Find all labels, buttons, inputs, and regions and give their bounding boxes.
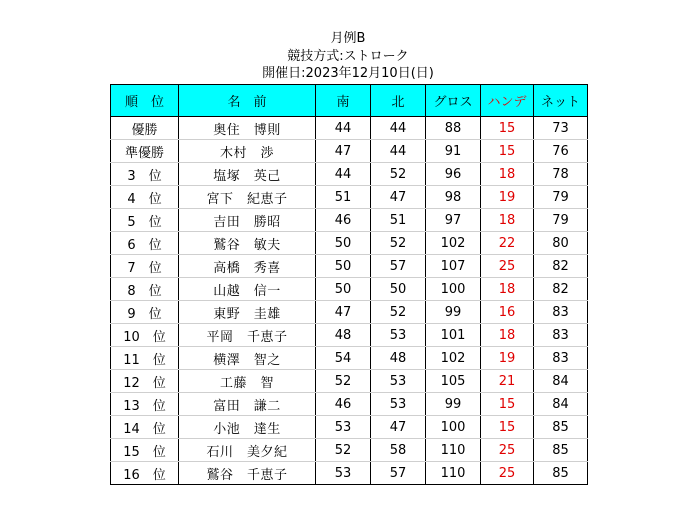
rank-cell: 4 位 bbox=[111, 186, 179, 209]
gross-score-cell: 96 bbox=[426, 163, 481, 186]
south-score-cell: 44 bbox=[316, 163, 371, 186]
handicap-cell: 25 bbox=[481, 462, 534, 485]
gross-score-cell: 100 bbox=[426, 278, 481, 301]
handicap-cell: 21 bbox=[481, 370, 534, 393]
north-score-cell: 48 bbox=[371, 347, 426, 370]
rank-cell: 3 位 bbox=[111, 163, 179, 186]
name-cell: 石川 美夕紀 bbox=[179, 439, 316, 462]
gross-score-cell: 98 bbox=[426, 186, 481, 209]
net-score-cell: 84 bbox=[534, 393, 588, 416]
name-cell: 木村 渉 bbox=[179, 140, 316, 163]
handicap-cell: 19 bbox=[481, 347, 534, 370]
table-row bbox=[111, 370, 588, 393]
south-score-cell: 50 bbox=[316, 255, 371, 278]
gross-score-cell: 102 bbox=[426, 347, 481, 370]
name-cell: 宮下 紀恵子 bbox=[179, 186, 316, 209]
table-row bbox=[111, 416, 588, 439]
table-row bbox=[111, 140, 588, 163]
results-body bbox=[111, 117, 588, 485]
net-score-cell: 85 bbox=[534, 439, 588, 462]
rank-cell: 10 位 bbox=[111, 324, 179, 347]
net-score-cell: 83 bbox=[534, 324, 588, 347]
south-score-cell: 47 bbox=[316, 301, 371, 324]
table-row bbox=[111, 462, 588, 485]
north-score-cell: 51 bbox=[371, 209, 426, 232]
rank-cell: 11 位 bbox=[111, 347, 179, 370]
rank-cell: 5 位 bbox=[111, 209, 179, 232]
name-cell: 鷲谷 千恵子 bbox=[179, 462, 316, 485]
north-score-cell: 57 bbox=[371, 255, 426, 278]
net-score-cell: 84 bbox=[534, 370, 588, 393]
north-score-cell: 53 bbox=[371, 393, 426, 416]
table-row bbox=[111, 117, 588, 140]
south-score-cell: 52 bbox=[316, 370, 371, 393]
south-score-cell: 50 bbox=[316, 278, 371, 301]
name-cell: 鷲谷 敏夫 bbox=[179, 232, 316, 255]
table-row bbox=[111, 301, 588, 324]
handicap-cell: 15 bbox=[481, 140, 534, 163]
gross-score-cell: 107 bbox=[426, 255, 481, 278]
handicap-cell: 25 bbox=[481, 439, 534, 462]
column-header-handicap: ハンデ bbox=[481, 85, 534, 117]
handicap-cell: 18 bbox=[481, 278, 534, 301]
handicap-cell: 18 bbox=[481, 324, 534, 347]
north-score-cell: 52 bbox=[371, 163, 426, 186]
rank-cell: 8 位 bbox=[111, 278, 179, 301]
north-score-cell: 50 bbox=[371, 278, 426, 301]
south-score-cell: 53 bbox=[316, 462, 371, 485]
north-score-cell: 47 bbox=[371, 416, 426, 439]
name-cell: 平岡 千恵子 bbox=[179, 324, 316, 347]
name-cell: 工藤 智 bbox=[179, 370, 316, 393]
handicap-cell: 15 bbox=[481, 416, 534, 439]
rank-cell: 7 位 bbox=[111, 255, 179, 278]
table-row bbox=[111, 439, 588, 462]
north-score-cell: 47 bbox=[371, 186, 426, 209]
gross-score-cell: 100 bbox=[426, 416, 481, 439]
net-score-cell: 79 bbox=[534, 209, 588, 232]
north-score-cell: 44 bbox=[371, 117, 426, 140]
column-header-south: 南 bbox=[316, 85, 371, 117]
gross-score-cell: 97 bbox=[426, 209, 481, 232]
name-cell: 富田 謙二 bbox=[179, 393, 316, 416]
gross-score-cell: 88 bbox=[426, 117, 481, 140]
south-score-cell: 44 bbox=[316, 117, 371, 140]
south-score-cell: 48 bbox=[316, 324, 371, 347]
competition-date: 開催日:2023年12月10日(日) bbox=[262, 66, 434, 81]
name-cell: 山越 信一 bbox=[179, 278, 316, 301]
net-score-cell: 83 bbox=[534, 301, 588, 324]
table-row bbox=[111, 324, 588, 347]
table-row bbox=[111, 393, 588, 416]
handicap-cell: 19 bbox=[481, 186, 534, 209]
name-cell: 奥住 博則 bbox=[179, 117, 316, 140]
handicap-cell: 18 bbox=[481, 209, 534, 232]
table-row bbox=[111, 209, 588, 232]
north-score-cell: 53 bbox=[371, 324, 426, 347]
south-score-cell: 50 bbox=[316, 232, 371, 255]
net-score-cell: 82 bbox=[534, 255, 588, 278]
gross-score-cell: 110 bbox=[426, 462, 481, 485]
column-header-gross: グロス bbox=[426, 85, 481, 117]
header-row bbox=[111, 85, 588, 117]
competition-format: 競技方式:ストローク bbox=[287, 49, 409, 64]
name-cell: 塩塚 英己 bbox=[179, 163, 316, 186]
gross-score-cell: 105 bbox=[426, 370, 481, 393]
south-score-cell: 51 bbox=[316, 186, 371, 209]
handicap-cell: 22 bbox=[481, 232, 534, 255]
rank-cell: 12 位 bbox=[111, 370, 179, 393]
south-score-cell: 53 bbox=[316, 416, 371, 439]
handicap-cell: 16 bbox=[481, 301, 534, 324]
net-score-cell: 82 bbox=[534, 278, 588, 301]
handicap-cell: 25 bbox=[481, 255, 534, 278]
rank-cell: 優勝 bbox=[111, 117, 179, 140]
name-cell: 横澤 智之 bbox=[179, 347, 316, 370]
net-score-cell: 83 bbox=[534, 347, 588, 370]
net-score-cell: 79 bbox=[534, 186, 588, 209]
gross-score-cell: 110 bbox=[426, 439, 481, 462]
north-score-cell: 57 bbox=[371, 462, 426, 485]
rank-cell: 準優勝 bbox=[111, 140, 179, 163]
net-score-cell: 76 bbox=[534, 140, 588, 163]
rank-cell: 6 位 bbox=[111, 232, 179, 255]
gross-score-cell: 99 bbox=[426, 301, 481, 324]
rank-cell: 9 位 bbox=[111, 301, 179, 324]
table-row bbox=[111, 232, 588, 255]
results-table bbox=[110, 84, 588, 485]
name-cell: 吉田 勝昭 bbox=[179, 209, 316, 232]
rank-cell: 16 位 bbox=[111, 462, 179, 485]
table-row bbox=[111, 186, 588, 209]
column-header-north: 北 bbox=[371, 85, 426, 117]
name-cell: 小池 達生 bbox=[179, 416, 316, 439]
table-row bbox=[111, 163, 588, 186]
south-score-cell: 47 bbox=[316, 140, 371, 163]
rank-cell: 15 位 bbox=[111, 439, 179, 462]
south-score-cell: 54 bbox=[316, 347, 371, 370]
gross-score-cell: 101 bbox=[426, 324, 481, 347]
north-score-cell: 53 bbox=[371, 370, 426, 393]
handicap-cell: 18 bbox=[481, 163, 534, 186]
rank-cell: 14 位 bbox=[111, 416, 179, 439]
name-cell: 高橋 秀喜 bbox=[179, 255, 316, 278]
net-score-cell: 80 bbox=[534, 232, 588, 255]
north-score-cell: 52 bbox=[371, 232, 426, 255]
gross-score-cell: 99 bbox=[426, 393, 481, 416]
south-score-cell: 46 bbox=[316, 393, 371, 416]
handicap-cell: 15 bbox=[481, 393, 534, 416]
table-row bbox=[111, 347, 588, 370]
table-row bbox=[111, 255, 588, 278]
gross-score-cell: 91 bbox=[426, 140, 481, 163]
net-score-cell: 85 bbox=[534, 462, 588, 485]
north-score-cell: 44 bbox=[371, 140, 426, 163]
table-row bbox=[111, 278, 588, 301]
gross-score-cell: 102 bbox=[426, 232, 481, 255]
south-score-cell: 52 bbox=[316, 439, 371, 462]
handicap-cell: 15 bbox=[481, 117, 534, 140]
net-score-cell: 73 bbox=[534, 117, 588, 140]
south-score-cell: 46 bbox=[316, 209, 371, 232]
column-header-name: 名 前 bbox=[179, 85, 316, 117]
net-score-cell: 78 bbox=[534, 163, 588, 186]
rank-cell: 13 位 bbox=[111, 393, 179, 416]
net-score-cell: 85 bbox=[534, 416, 588, 439]
column-header-net: ネット bbox=[534, 85, 588, 117]
column-header-rank: 順 位 bbox=[111, 85, 179, 117]
north-score-cell: 58 bbox=[371, 439, 426, 462]
north-score-cell: 52 bbox=[371, 301, 426, 324]
competition-title: 月例B bbox=[330, 31, 366, 46]
name-cell: 東野 圭雄 bbox=[179, 301, 316, 324]
